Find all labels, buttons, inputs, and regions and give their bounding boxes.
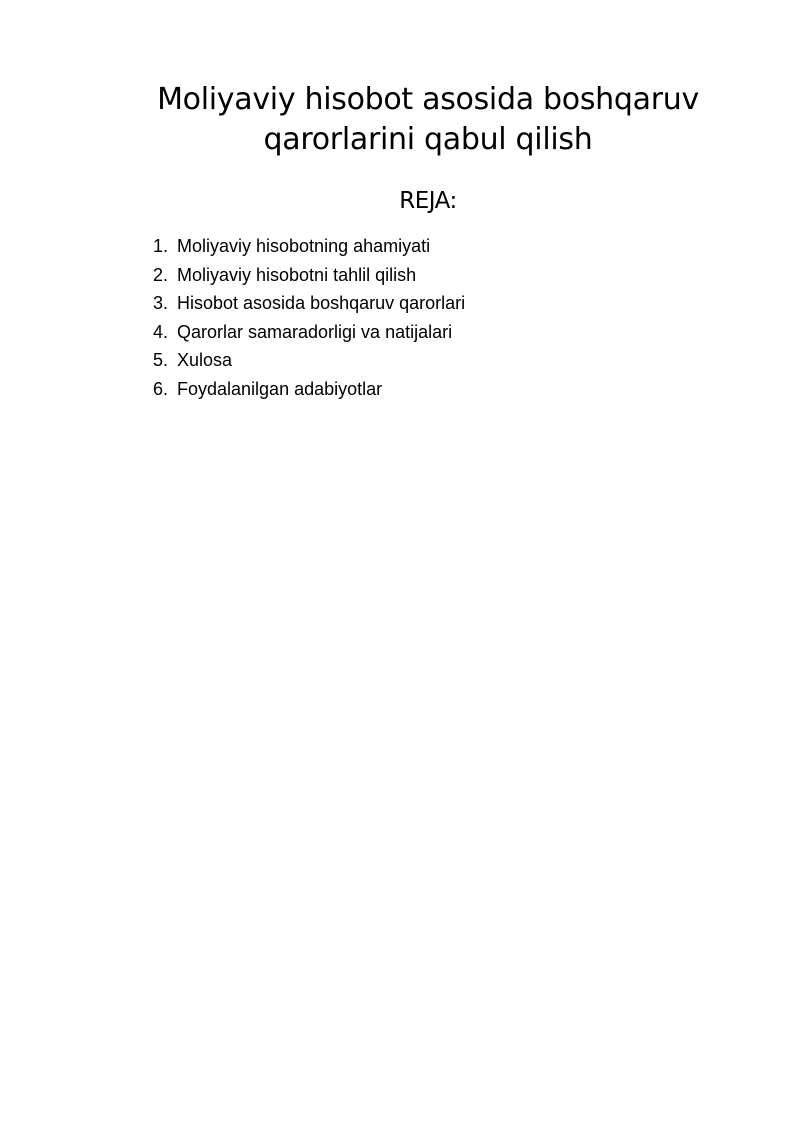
plan-item-text: Moliyaviy hisobotning ahamiyati <box>177 236 431 256</box>
plan-list <box>153 232 465 403</box>
plan-item <box>153 232 465 261</box>
plan-item <box>153 375 465 404</box>
plan-item-number: 1. <box>153 236 169 256</box>
plan-item-number: 3. <box>153 293 169 313</box>
title-line: qarorlarini qabul qilish <box>263 122 593 157</box>
plan-item <box>153 318 465 347</box>
plan-heading: REJA: <box>399 188 457 214</box>
plan-item-number: 6. <box>153 378 169 399</box>
plan-item-text: Foydalanilgan adabiyotlar <box>177 378 383 399</box>
plan-item-text: Xulosa <box>177 350 233 370</box>
plan-item-text: Qarorlar samaradorligi va natijalari <box>177 321 453 342</box>
plan-item-number: 4. <box>153 321 169 342</box>
plan-item-text: Hisobot asosida boshqaruv qarorlari <box>177 293 466 313</box>
title-line: Moliyaviy hisobot asosida boshqaruv <box>157 82 699 117</box>
plan-item <box>153 261 465 290</box>
document-title <box>140 80 716 160</box>
plan-item <box>153 346 465 375</box>
plan-item-number: 2. <box>153 264 169 285</box>
plan-item-text: Moliyaviy hisobotni tahlil qilish <box>177 264 417 285</box>
plan-item <box>153 289 465 318</box>
plan-item-number: 5. <box>153 350 169 370</box>
